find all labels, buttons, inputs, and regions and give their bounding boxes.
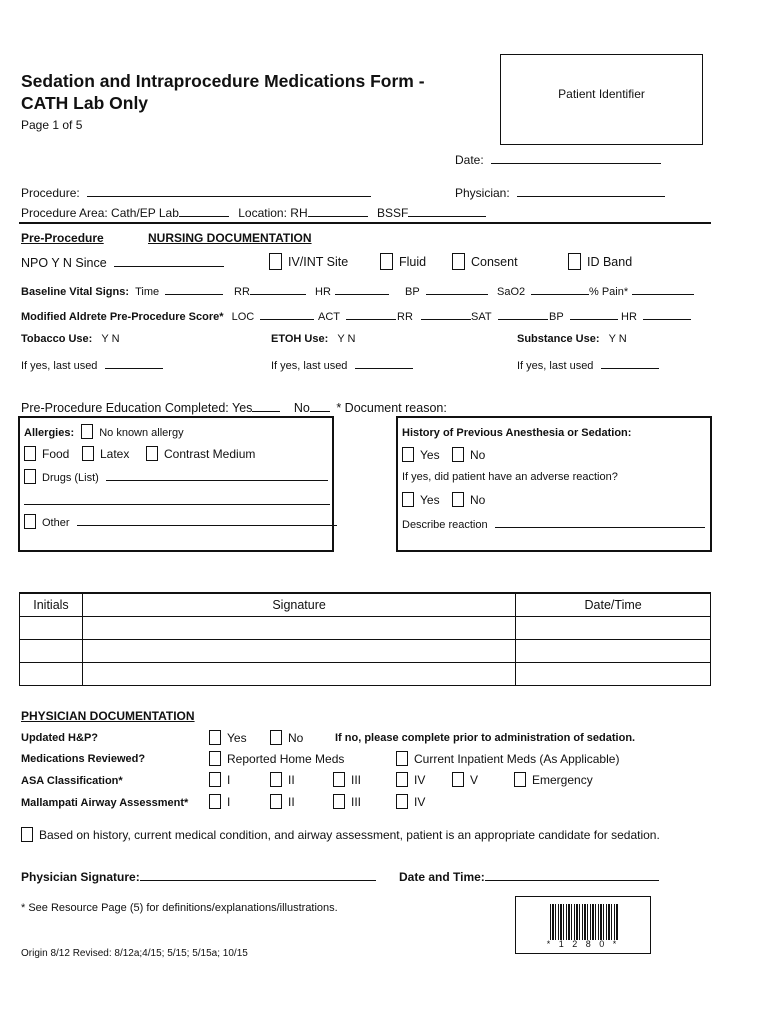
- mallampati-iv-option[interactable]: [396, 794, 425, 809]
- sao2-label: SaO2: [497, 286, 526, 298]
- initials-cell[interactable]: [20, 639, 83, 662]
- physician-field[interactable]: [455, 185, 665, 200]
- table-row: [20, 639, 711, 662]
- anesthesia-yes-checkbox[interactable]: [402, 447, 414, 462]
- tobacco-use-label: Tobacco Use:: [21, 333, 93, 345]
- document-reason-label: * Document reason:: [336, 401, 447, 415]
- patient-identifier-label: Patient Identifier: [558, 87, 645, 101]
- asa-ii-option[interactable]: [270, 772, 295, 787]
- origin-revision: Origin 8/12 Revised: 8/12a;4/15; 5/15; 5/15a; 10/15: [21, 948, 248, 959]
- adverse-no-checkbox[interactable]: [452, 492, 464, 507]
- substance-last-used-label: If yes, last used: [517, 360, 594, 372]
- contrast-checkbox[interactable]: [146, 446, 158, 461]
- drugs-line-2[interactable]: [24, 504, 330, 505]
- npo-field[interactable]: [21, 255, 224, 270]
- education-no-line[interactable]: [310, 400, 330, 412]
- asa-i-label: I: [227, 773, 231, 787]
- drugs-label: Drugs (List): [42, 472, 99, 484]
- bp-line[interactable]: [426, 283, 488, 295]
- physician-date-time-field[interactable]: [399, 869, 659, 884]
- drugs-option[interactable]: [24, 469, 328, 484]
- table-row: [20, 616, 711, 639]
- other-line[interactable]: [77, 514, 337, 526]
- mallampati-iii-option[interactable]: [333, 794, 361, 809]
- etoh-last-used[interactable]: [271, 357, 413, 372]
- npo-since-line[interactable]: [114, 255, 224, 267]
- current-inpatient-meds-checkbox[interactable]: [396, 751, 408, 766]
- contrast-label: Contrast Medium: [164, 447, 256, 461]
- act-label: ACT: [318, 311, 340, 323]
- no-known-allergy-checkbox[interactable]: [81, 424, 93, 439]
- mallampati-i-option[interactable]: [209, 794, 230, 809]
- npo-label: NPO Y N Since: [21, 256, 107, 270]
- food-option[interactable]: [24, 446, 69, 461]
- updated-hp-no-checkbox[interactable]: [270, 730, 282, 745]
- updated-hp-yes-checkbox[interactable]: [209, 730, 221, 745]
- initials-cell[interactable]: [20, 616, 83, 639]
- asa-i-checkbox[interactable]: [209, 772, 221, 787]
- asa-v-label: V: [470, 773, 479, 787]
- consent-label: Consent: [471, 255, 518, 269]
- procedure-line[interactable]: [87, 185, 371, 197]
- aldrete-bp-label: BP: [549, 311, 564, 323]
- if-no-note: If no, please complete prior to administration of sedation.: [335, 732, 636, 744]
- asa-iv-option[interactable]: [396, 772, 425, 787]
- pain-line[interactable]: [632, 283, 694, 295]
- mallampati-iii-label: III: [351, 795, 362, 809]
- adverse-no-label: No: [470, 493, 486, 507]
- asa-v-option[interactable]: [452, 772, 478, 787]
- pre-procedure-heading: Pre-Procedure: [21, 231, 104, 245]
- mallampati-ii-option[interactable]: [270, 794, 295, 809]
- signature-header: Signature: [82, 593, 515, 616]
- updated-hp-label: Updated H&P?: [21, 732, 98, 744]
- hr-line[interactable]: [335, 283, 389, 295]
- bssf-label: BSSF: [376, 206, 409, 220]
- no-known-allergy-label: No known allergy: [99, 427, 184, 439]
- location-line[interactable]: [308, 205, 368, 217]
- physician-date-time-line[interactable]: [485, 869, 659, 881]
- date-field[interactable]: [455, 152, 661, 167]
- education-no-label: No: [293, 401, 310, 415]
- physician-signature-line[interactable]: [140, 869, 376, 881]
- sao2-line[interactable]: [531, 283, 589, 295]
- location-label: Location: RH: [238, 206, 308, 220]
- aldrete-hr-label: HR: [621, 311, 637, 323]
- rr-label: RR: [234, 286, 250, 298]
- latex-label: Latex: [100, 447, 130, 461]
- patient-identifier-box[interactable]: [500, 54, 703, 145]
- physician-line[interactable]: [517, 185, 665, 197]
- sao2-field[interactable]: [497, 283, 589, 298]
- mallampati-iv-label: IV: [414, 795, 426, 809]
- signature-cell[interactable]: [82, 662, 515, 685]
- nursing-documentation-heading: NURSING DOCUMENTATION: [148, 231, 312, 245]
- aldrete-hr-field[interactable]: [621, 308, 691, 323]
- education-yes-line[interactable]: [252, 400, 280, 412]
- adverse-yes-label: Yes: [420, 493, 440, 507]
- substance-use-label: Substance Use:: [517, 333, 600, 345]
- asa-ii-label: II: [288, 773, 295, 787]
- anesthesia-no-label: No: [470, 448, 486, 462]
- mallampati-i-checkbox[interactable]: [209, 794, 221, 809]
- pain-label: % Pain*: [589, 286, 629, 298]
- procedure-area-label: Procedure Area: Cath/EP Lab: [21, 206, 179, 220]
- form-title-line1: Sedation and Intraprocedure Medications Form -: [21, 71, 425, 91]
- adverse-yes-option[interactable]: [402, 492, 440, 507]
- consent-checkbox[interactable]: [452, 253, 465, 270]
- anesthesia-box: [396, 416, 712, 552]
- bp-field[interactable]: [405, 283, 488, 298]
- describe-reaction-label: Describe reaction: [402, 519, 488, 531]
- mallampati-label: Mallampati Airway Assessment*: [21, 797, 189, 809]
- signature-table-header: [20, 593, 711, 616]
- bssf-line[interactable]: [408, 205, 486, 217]
- barcode-number: * 1 2 8 0 *: [546, 939, 620, 949]
- aldrete-bp-line[interactable]: [570, 308, 618, 320]
- adverse-reaction-label: If yes, did patient have an adverse reaction?: [402, 471, 618, 483]
- bp-label: BP: [405, 286, 420, 298]
- anesthesia-no-option[interactable]: [452, 447, 485, 462]
- asa-ii-checkbox[interactable]: [270, 772, 282, 787]
- sat-field[interactable]: [471, 308, 548, 323]
- asa-iv-label: IV: [414, 773, 426, 787]
- tobacco-use-row[interactable]: [21, 333, 120, 345]
- asa-v-checkbox[interactable]: [452, 772, 464, 787]
- page-number: Page 1 of 5: [21, 118, 83, 132]
- other-checkbox[interactable]: [24, 514, 36, 529]
- substance-last-used-line[interactable]: [601, 357, 659, 369]
- physician-date-time-label: Date and Time:: [399, 870, 485, 884]
- rr-line[interactable]: [250, 283, 306, 295]
- adverse-no-option[interactable]: [452, 492, 485, 507]
- signature-cell[interactable]: [82, 639, 515, 662]
- date-time-cell[interactable]: [516, 662, 711, 685]
- hr-field[interactable]: [315, 283, 389, 298]
- contrast-option[interactable]: [146, 446, 255, 461]
- current-inpatient-meds-option[interactable]: [396, 751, 619, 766]
- adverse-yes-checkbox[interactable]: [402, 492, 414, 507]
- asa-emergency-checkbox[interactable]: [514, 772, 526, 787]
- physician-label: Physician:: [455, 186, 510, 200]
- anesthesia-yes-option[interactable]: [402, 447, 440, 462]
- sat-label: SAT: [471, 311, 492, 323]
- allergies-header-row: [24, 424, 184, 439]
- physician-signature-field[interactable]: [21, 869, 376, 884]
- aldrete-bp-field[interactable]: [549, 308, 618, 323]
- etoh-last-used-label: If yes, last used: [271, 360, 348, 372]
- baseline-vitals-row: [21, 283, 223, 298]
- act-field[interactable]: [318, 308, 396, 323]
- barcode: [515, 896, 651, 954]
- id-band-option[interactable]: [568, 253, 632, 270]
- sat-line[interactable]: [498, 308, 548, 320]
- substance-last-used[interactable]: [517, 357, 659, 372]
- latex-option[interactable]: [82, 446, 129, 461]
- reported-home-meds-label: Reported Home Meds: [227, 752, 345, 766]
- asa-iv-checkbox[interactable]: [396, 772, 408, 787]
- date-line[interactable]: [491, 152, 661, 164]
- rr-field[interactable]: [234, 283, 306, 298]
- time-label: Time: [135, 286, 160, 298]
- time-line[interactable]: [165, 283, 223, 295]
- form-title-line2: CATH Lab Only: [21, 93, 149, 113]
- signature-cell[interactable]: [82, 616, 515, 639]
- loc-line[interactable]: [260, 308, 314, 320]
- act-line[interactable]: [346, 308, 396, 320]
- tobacco-yn[interactable]: Y N: [101, 333, 120, 345]
- physician-signature-label: Physician Signature:: [21, 870, 140, 884]
- other-option[interactable]: [24, 514, 337, 529]
- procedure-field[interactable]: [21, 185, 371, 200]
- asa-iii-option[interactable]: [333, 772, 361, 787]
- food-label: Food: [42, 447, 70, 461]
- updated-hp-yes-label: Yes: [227, 731, 247, 745]
- date-time-cell[interactable]: [516, 616, 711, 639]
- food-checkbox[interactable]: [24, 446, 36, 461]
- iv-site-label: IV/INT Site: [288, 255, 349, 269]
- mallampati-i-label: I: [227, 795, 231, 809]
- initials-cell[interactable]: [20, 662, 83, 685]
- etoh-use-row[interactable]: [271, 333, 355, 345]
- baseline-vitals-label: Baseline Vital Signs:: [21, 286, 130, 298]
- date-label: Date:: [455, 153, 484, 167]
- aldrete-row: [21, 308, 314, 323]
- candidate-option[interactable]: [21, 827, 660, 842]
- aldrete-rr-field[interactable]: [397, 308, 471, 323]
- hr-label: HR: [315, 286, 331, 298]
- substance-use-row[interactable]: [517, 333, 627, 345]
- describe-reaction-field[interactable]: [402, 516, 705, 531]
- education-row: [21, 400, 447, 415]
- asa-emergency-option[interactable]: [514, 772, 593, 787]
- fluid-option[interactable]: [380, 253, 426, 270]
- tobacco-last-used[interactable]: [21, 357, 163, 372]
- allergies-box: [18, 416, 334, 552]
- updated-hp-no-label: No: [288, 731, 304, 745]
- date-time-cell[interactable]: [516, 639, 711, 662]
- anesthesia-no-checkbox[interactable]: [452, 447, 464, 462]
- asa-iii-checkbox[interactable]: [333, 772, 345, 787]
- tobacco-last-used-line[interactable]: [105, 357, 163, 369]
- iv-site-checkbox[interactable]: [269, 253, 282, 270]
- reported-home-meds-checkbox[interactable]: [209, 751, 221, 766]
- describe-reaction-line[interactable]: [495, 516, 705, 528]
- reported-home-meds-option[interactable]: [209, 751, 344, 766]
- procedure-area-line[interactable]: [179, 205, 229, 217]
- other-label: Other: [42, 517, 70, 529]
- fluid-label: Fluid: [399, 255, 427, 269]
- candidate-label: Based on history, current medical condition, and airway assessment, patient is an appropriate candidate for sedation.: [39, 828, 660, 842]
- etoh-yn[interactable]: Y N: [337, 333, 356, 345]
- tobacco-last-used-label: If yes, last used: [21, 360, 98, 372]
- aldrete-rr-line[interactable]: [421, 308, 471, 320]
- anesthesia-yes-label: Yes: [420, 448, 440, 462]
- anesthesia-label: History of Previous Anesthesia or Sedation:: [402, 427, 632, 439]
- fluid-checkbox[interactable]: [380, 253, 393, 270]
- id-band-checkbox[interactable]: [568, 253, 581, 270]
- mallampati-ii-label: II: [288, 795, 295, 809]
- latex-checkbox[interactable]: [82, 446, 94, 461]
- aldrete-hr-line[interactable]: [643, 308, 691, 320]
- mallampati-ii-checkbox[interactable]: [270, 794, 282, 809]
- table-row: [20, 662, 711, 685]
- etoh-last-used-line[interactable]: [355, 357, 413, 369]
- physician-documentation-heading: PHYSICIAN DOCUMENTATION: [21, 709, 195, 723]
- allergies-label: Allergies:: [24, 427, 75, 439]
- date-time-header: Date/Time: [516, 593, 711, 616]
- education-label: Pre-Procedure Education Completed: Yes: [21, 401, 253, 415]
- drugs-checkbox[interactable]: [24, 469, 36, 484]
- signature-table: [19, 592, 711, 686]
- consent-option[interactable]: [452, 253, 518, 270]
- candidate-checkbox[interactable]: [21, 827, 33, 842]
- pain-field[interactable]: [589, 283, 694, 298]
- resource-note: * See Resource Page (5) for definitions/explanations/illustrations.: [21, 902, 338, 914]
- etoh-use-label: ETOH Use:: [271, 333, 329, 345]
- medications-reviewed-label: Medications Reviewed?: [21, 753, 146, 765]
- mallampati-iv-checkbox[interactable]: [396, 794, 408, 809]
- loc-label: LOC: [231, 311, 255, 323]
- updated-hp-yes-option[interactable]: [209, 730, 247, 745]
- substance-yn[interactable]: Y N: [608, 333, 627, 345]
- initials-header: Initials: [20, 593, 83, 616]
- asa-i-option[interactable]: [209, 772, 230, 787]
- asa-iii-label: III: [351, 773, 362, 787]
- current-inpatient-meds-label: Current Inpatient Meds (As Applicable): [414, 752, 620, 766]
- drugs-line[interactable]: [106, 469, 328, 481]
- updated-hp-no-option[interactable]: [270, 730, 303, 745]
- aldrete-label: Modified Aldrete Pre-Procedure Score*: [21, 311, 224, 323]
- asa-emergency-label: Emergency: [532, 773, 593, 787]
- mallampati-iii-checkbox[interactable]: [333, 794, 345, 809]
- barcode-bars: [550, 904, 618, 940]
- procedure-label: Procedure:: [21, 186, 80, 200]
- iv-site-option[interactable]: [269, 253, 348, 270]
- procedure-area-row: [21, 205, 486, 220]
- aldrete-rr-label: RR: [397, 311, 413, 323]
- id-band-label: ID Band: [587, 255, 633, 269]
- asa-classification-label: ASA Classification*: [21, 775, 123, 787]
- section-divider: [19, 222, 711, 224]
